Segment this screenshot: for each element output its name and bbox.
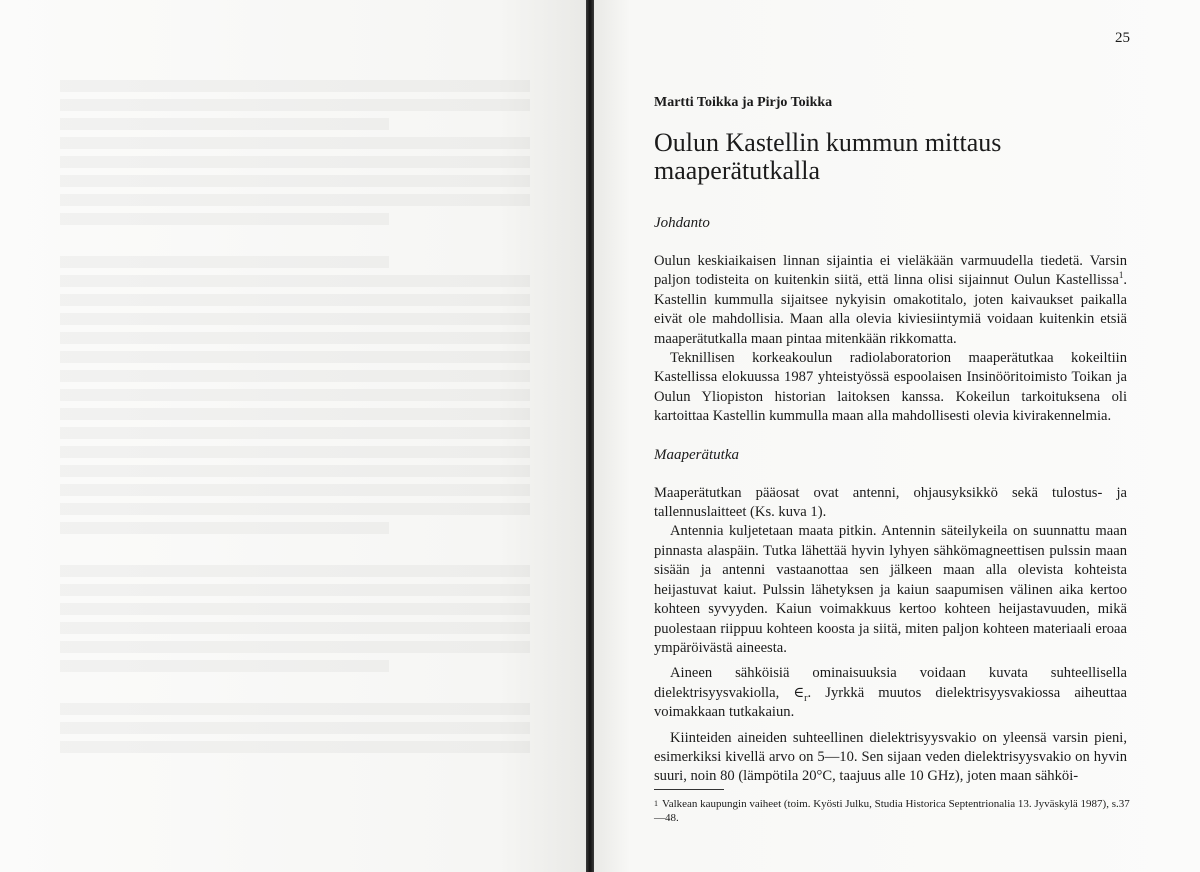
book-gutter bbox=[586, 0, 594, 872]
footnote-divider bbox=[654, 789, 724, 790]
article-authors: Martti Toikka ja Pirjo Toikka bbox=[654, 95, 833, 110]
johdanto-paragraph-1: Oulun keskiaikaisen linnan sijaintia ei vieläkään varmuudella tiedetä. Varsin paljon todisteita on kuitenkin siitä, että linna olisi sijainnut Oulun Kastellissa$^1$. Kastellin kummulla sijaitsee nykyisin omakotitalo, joten kaivaukset paikalla eivät ole mahdollisia. Maan alla olevia kiviesiintymiä voidaan kuitenkin etsiä maaperätutkalla maan pintaa mitenkään rikkomatta. bbox=[654, 253, 1127, 347]
page-number: 25 bbox=[1115, 30, 1130, 46]
article-body bbox=[654, 95, 1127, 787]
section-heading-johdanto: Johdanto bbox=[654, 215, 710, 231]
maaperatutka-paragraph-2: Antennia kuljetetaan maata pitkin. Antennin säteilykeila on suunnattu maan pinnasta alaspäin. Tutka lähettää hyvin lyhyen sähkömagneettisen pulssin maan sisään ja antenni vastaanottaa sen jälkeen maan alla olevista kohteista heijastuvat kaiut. Pulssin lähetyksen ja kaiun saapumisen välinen aika kertoo kohteen syvyyden. Kaiun voimakkuus kertoo kohteen heijastavuuden, mikä puolestaan riippuu kohteen koosta ja siitä, miten paljon kohteen materiaali eroaa ympäröivästä aineesta. bbox=[654, 523, 1127, 656]
article-title bbox=[654, 129, 1127, 185]
johdanto-paragraph-2: Teknillisen korkeakoulun radiolaboratorion maaperätutkaa kokeiltiin Kastellissa elokuussa 1987 yhteistyössä espoolaisen Insinööritoimisto Toikan ja Oulun Yliopiston historian laitoksen kanssa. Kokeilun tarkoituksena oli kartoittaa Kastellin kummulla maan alla mahdollisesti olevia kivirakennelmia. bbox=[654, 350, 1127, 425]
title-line-2: maaperätutkalla bbox=[654, 156, 821, 185]
title-line-1: Oulun Kastellin kummun mittaus bbox=[654, 128, 1002, 157]
footnote-reference: 1 bbox=[1118, 270, 1124, 281]
section-heading-maaperatutka: Maaperätutka bbox=[654, 446, 739, 463]
maaperatutka-paragraph-1: Maaperätutkan pääosat ovat antenni, ohjausyksikkö sekä tulostus- ja tallennuslaitteet (Ks. kuva 1). bbox=[654, 484, 1127, 521]
show-through-text bbox=[60, 80, 530, 760]
footnote-mark: 1 bbox=[654, 799, 658, 808]
footnote bbox=[654, 797, 1134, 825]
maaperatutka-paragraph-3: Aineen sähköisiä ominaisuuksia voidaan kuvata suhteellisella dielektrisyysvakiolla, $\in_r$. Jyrkkä muutos dielektrisyysvakiossa aiheuttaa voimakkaan tutkakaiun. bbox=[654, 665, 1127, 721]
maaperatutka-paragraph-4: Kiinteiden aineiden suhteellinen dielektrisyysvakio on yleensä varsin pieni, esimerkiksi kivellä arvo on 5—10. Sen sijaan veden dielektrisyysvakio on hyvin suuri, noin 80 (lämpötila 20°C, taajuus alle 10 GHz), joten maan sähköi- bbox=[654, 729, 1127, 785]
left-page-blank bbox=[0, 0, 586, 872]
footnote-text: Valkean kaupungin vaiheet (toim. Kyösti Julku, Studia Historica Septentrionalia 13. Jyväskylä 1987), s.37—48. bbox=[654, 798, 1130, 824]
right-page bbox=[594, 0, 1200, 872]
